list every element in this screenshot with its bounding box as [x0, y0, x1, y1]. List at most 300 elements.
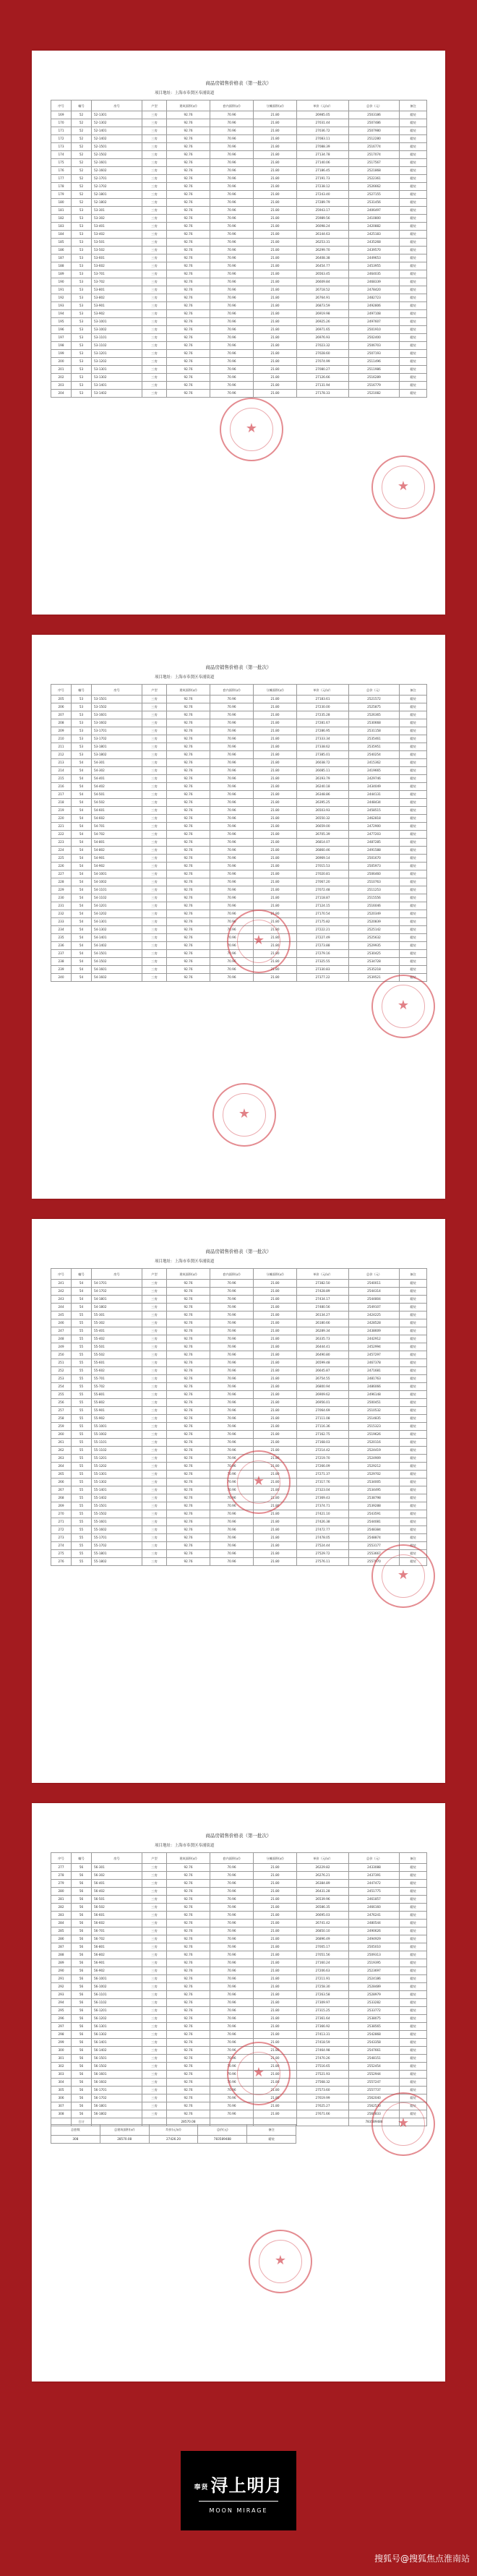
table-cell: 三房	[142, 1479, 167, 1486]
table-cell: 56-1202	[92, 2015, 142, 2023]
table-row	[51, 2047, 427, 2055]
table-row	[51, 855, 427, 863]
table-cell: 53	[72, 366, 92, 374]
table-cell: 21.80	[254, 111, 297, 119]
table-row	[51, 1319, 427, 1327]
table-cell: 200	[51, 358, 72, 366]
table-cell: 54	[72, 926, 92, 934]
table-cell: 精装	[400, 870, 427, 878]
table-row	[51, 783, 427, 791]
table-cell: 精装	[400, 1542, 427, 1550]
table-cell: 54-501	[92, 791, 142, 799]
table-cell: 三房	[142, 2007, 167, 2015]
table-cell: 精装	[400, 1407, 427, 1415]
table-cell: 55-402	[92, 1335, 142, 1343]
column-header: 幢号	[72, 100, 92, 111]
table-cell: 54	[72, 831, 92, 839]
summary-header: 总价(元)	[198, 2124, 247, 2135]
table-cell: 54	[72, 1304, 92, 1311]
table-cell: 92.76	[167, 918, 210, 926]
table-cell: 54	[72, 878, 92, 886]
table-cell: 53	[72, 326, 92, 334]
table-cell: 284	[51, 1920, 72, 1927]
table-cell: 2505010	[349, 1943, 400, 1951]
table-cell: 三房	[142, 791, 167, 799]
table-cell: 三房	[142, 1288, 167, 1296]
table-cell: 2458515	[349, 807, 400, 815]
project-address: 项目地址：上海市奉贤区奉浦街道	[155, 91, 215, 95]
table-cell: 2437391	[349, 1872, 400, 1880]
table-cell: 53-1502	[92, 703, 142, 711]
red-seal-stamp	[249, 2230, 312, 2293]
table-cell: 53-402	[92, 231, 142, 239]
table-cell: 21.80	[254, 2031, 297, 2039]
table-cell: 70.96	[210, 1888, 254, 1896]
table-cell: 2519626	[349, 1431, 400, 1439]
table-cell: 三房	[142, 207, 167, 215]
table-cell: 精装	[400, 775, 427, 783]
table-cell: 92.76	[167, 1359, 210, 1367]
table-cell: 三房	[142, 751, 167, 759]
table-cell: 92.76	[167, 1888, 210, 1896]
table-cell: 27134.78	[297, 151, 349, 159]
table-cell: 54-701	[92, 823, 142, 831]
column-header: 房号	[92, 1269, 142, 1280]
table-cell: 55-901	[92, 1407, 142, 1415]
table-cell: 27067.20	[297, 878, 349, 886]
table-cell: 27315.25	[297, 2007, 349, 2015]
table-cell: 26395.25	[297, 799, 349, 807]
table-cell: 227	[51, 870, 72, 878]
table-cell: 70.96	[210, 342, 254, 350]
table-cell: 177	[51, 175, 72, 183]
table-cell: 70.96	[210, 382, 254, 390]
table-cell: 92.76	[167, 239, 210, 247]
table-cell: 294	[51, 1999, 72, 2007]
table-cell: 70.96	[210, 2079, 254, 2087]
table-cell: 92.76	[167, 759, 210, 767]
table-cell: 56	[72, 2015, 92, 2023]
column-header: 总价（元）	[349, 1269, 400, 1280]
table-row	[51, 294, 427, 302]
table-cell: 21.80	[254, 143, 297, 151]
table-cell: 302	[51, 2063, 72, 2071]
table-cell: 三房	[142, 2039, 167, 2047]
table-cell: 255	[51, 1391, 72, 1399]
table-cell: 21.80	[254, 1920, 297, 1927]
table-cell: 56	[72, 1999, 92, 2007]
column-header: 总价（元）	[349, 685, 400, 696]
table-row	[51, 334, 427, 342]
table-cell: 精装	[400, 1558, 427, 1566]
column-header: 套内面积(㎡)	[210, 1269, 254, 1280]
table-cell: 2528979	[349, 1991, 400, 1999]
table-cell: 198	[51, 342, 72, 350]
table-row	[51, 1872, 427, 1880]
table-cell: 70.96	[210, 2094, 254, 2102]
price-sheet	[32, 1803, 445, 2382]
table-cell: 精装	[400, 855, 427, 863]
table-row	[51, 207, 427, 215]
table-cell: 精装	[400, 270, 427, 278]
table-cell: 92.76	[167, 262, 210, 270]
table-cell: 27281.67	[297, 719, 349, 727]
table-cell: 26348.86	[297, 791, 349, 799]
table-row	[51, 135, 427, 143]
table-cell: 231	[51, 902, 72, 910]
table-cell: 70.96	[210, 119, 254, 127]
table-cell: 精装	[400, 2039, 427, 2047]
table-cell: 2528489	[349, 1983, 400, 1991]
table-cell: 精装	[400, 294, 427, 302]
table-cell: 53-1201	[92, 350, 142, 358]
table-cell: 21.80	[254, 135, 297, 143]
table-cell: 2533772	[349, 2007, 400, 2015]
table-cell: 精装	[400, 1431, 427, 1439]
table-cell: 54-1502	[92, 958, 142, 966]
table-cell: 70.96	[210, 302, 254, 310]
table-cell: 283	[51, 1912, 72, 1920]
table-cell: 174	[51, 151, 72, 159]
table-cell: 277	[51, 1864, 72, 1872]
table-cell: 92.76	[167, 1280, 210, 1288]
table-cell: 21.80	[254, 254, 297, 262]
table-cell: 92.76	[167, 278, 210, 286]
table-cell: 55	[72, 1486, 92, 1494]
table-cell: 2549107	[349, 1304, 400, 1311]
table-cell: 21.80	[254, 1463, 297, 1471]
table-cell: 27116.36	[297, 1423, 349, 1431]
table-cell: 54-1202	[92, 910, 142, 918]
table-cell: 21.80	[254, 191, 297, 199]
table-cell: 26971.65	[297, 326, 349, 334]
table-cell: 25989.56	[297, 215, 349, 223]
table-row	[51, 1975, 427, 1983]
table-cell: 186	[51, 247, 72, 254]
table-cell: 27529.72	[297, 1550, 349, 1558]
table-cell: 21.80	[254, 215, 297, 223]
table-cell: 56-1602	[92, 2079, 142, 2087]
table-cell: 2480544	[349, 1920, 400, 1927]
table-cell: 25943.17	[297, 207, 349, 215]
table-cell: 2461857	[349, 1896, 400, 1904]
table-cell: 53	[72, 735, 92, 743]
table-cell: 92.76	[167, 286, 210, 294]
table-cell: 2497108	[349, 310, 400, 318]
table-cell: 54-801	[92, 839, 142, 847]
table-cell: 2501910	[349, 326, 400, 334]
column-header: 幢号	[72, 1853, 92, 1864]
table-cell: 21.80	[254, 855, 297, 863]
table-cell: 三房	[142, 767, 167, 775]
table-cell: 27418.59	[297, 2039, 349, 2047]
table-cell: 27279.16	[297, 950, 349, 958]
table-cell: 精装	[400, 1327, 427, 1335]
table-cell: 27671.66	[297, 2110, 349, 2118]
table-cell: 27020.81	[297, 870, 349, 878]
table-cell: 92.76	[167, 183, 210, 191]
table-cell: 56	[72, 2047, 92, 2055]
table-cell: 53	[72, 254, 92, 262]
table-cell: 92.76	[167, 1904, 210, 1912]
table-cell: 26240.18	[297, 783, 349, 791]
table-cell: 55-801	[92, 1391, 142, 1399]
table-cell: 70.96	[210, 886, 254, 894]
table-cell: 2506460	[349, 870, 400, 878]
table-cell: 三房	[142, 839, 167, 847]
table-cell: 92.76	[167, 1872, 210, 1880]
table-cell: 70.96	[210, 318, 254, 326]
table-row	[51, 735, 427, 743]
table-cell: 三房	[142, 278, 167, 286]
table-cell: 53	[72, 278, 92, 286]
table-cell: 精装	[400, 151, 427, 159]
table-cell: 92.76	[167, 839, 210, 847]
table-row	[51, 119, 427, 127]
table-row	[51, 262, 427, 270]
table-row	[51, 239, 427, 247]
table-cell: 70.96	[210, 958, 254, 966]
table-cell: 2557970	[349, 1558, 400, 1566]
logo-name: 浔上明月	[210, 2475, 283, 2496]
table-cell: 2523697	[349, 1967, 400, 1975]
table-cell: 三房	[142, 1280, 167, 1288]
table-cell: 三房	[142, 1943, 167, 1951]
table-cell: 精装	[400, 143, 427, 151]
table-cell: 21.80	[254, 1927, 297, 1935]
table-cell: 70.96	[210, 2015, 254, 2023]
table-cell: 27568.32	[297, 2079, 349, 2087]
table-cell: 92.76	[167, 191, 210, 199]
table-cell: 21.80	[254, 1280, 297, 1288]
table-cell: 275	[51, 1550, 72, 1558]
table-row	[51, 767, 427, 775]
table-cell: 27338.62	[297, 743, 349, 751]
column-header: 序号	[51, 1853, 72, 1864]
table-cell: 精装	[400, 847, 427, 855]
table-cell: 56-1502	[92, 2063, 142, 2071]
table-cell: 70.96	[210, 1304, 254, 1311]
logo-chinese	[181, 2471, 296, 2496]
table-cell: 92.76	[167, 1399, 210, 1407]
table-cell: 53-401	[92, 223, 142, 231]
table-cell: 56-902	[92, 1967, 142, 1975]
table-cell: 92.76	[167, 1502, 210, 1510]
table-cell: 70.96	[210, 751, 254, 759]
table-cell: 27206.63	[297, 1967, 349, 1975]
table-cell: 53-1302	[92, 374, 142, 382]
table-cell: 53-1102	[92, 342, 142, 350]
table-cell: 55-1101	[92, 1439, 142, 1447]
table-cell: 92.76	[167, 1967, 210, 1975]
table-cell: 21.80	[254, 1319, 297, 1327]
table-cell: 三房	[142, 358, 167, 366]
table-cell: 276	[51, 1558, 72, 1566]
table-cell: 70.96	[210, 1486, 254, 1494]
table-cell: 三房	[142, 215, 167, 223]
table-cell: 70.96	[210, 1502, 254, 1510]
column-header: 房号	[92, 100, 142, 111]
table-cell: 92.76	[167, 1367, 210, 1375]
table-cell: 56	[72, 1927, 92, 1935]
table-cell: 70.96	[210, 366, 254, 374]
table-cell: 54	[72, 918, 92, 926]
table-cell: 299	[51, 2039, 72, 2047]
table-cell: 21.80	[254, 878, 297, 886]
table-row	[51, 159, 427, 167]
table-cell: 92.76	[167, 1407, 210, 1415]
table-cell: 精装	[400, 2023, 427, 2031]
table-cell: 235	[51, 934, 72, 942]
table-cell: 精装	[400, 342, 427, 350]
table-cell: 53-601	[92, 254, 142, 262]
column-header: 序号	[51, 100, 72, 111]
table-cell: 21.80	[254, 2015, 297, 2023]
table-cell: 26563.45	[297, 270, 349, 278]
table-cell: 三房	[142, 926, 167, 934]
project-address: 项目地址：上海市奉贤区奉浦街道	[155, 1844, 215, 1848]
table-cell: 70.96	[210, 918, 254, 926]
summary-cell: 308	[51, 2135, 100, 2143]
table-cell: 27385.01	[297, 751, 349, 759]
table-cell: 三房	[142, 1959, 167, 1967]
table-cell: 195	[51, 318, 72, 326]
table-row	[51, 791, 427, 799]
table-cell: 54	[72, 1288, 92, 1296]
seal-star-icon: ★	[397, 998, 410, 1013]
table-cell: 56	[72, 2094, 92, 2102]
table-cell: 26134.27	[297, 1311, 349, 1319]
table-cell: 70.96	[210, 2071, 254, 2079]
table-cell: 27619.99	[297, 2094, 349, 2102]
table-cell: 293	[51, 1991, 72, 1999]
table-cell: 54-1102	[92, 894, 142, 902]
table-cell: 53	[72, 743, 92, 751]
table-cell: 2535218	[349, 966, 400, 974]
table-row	[51, 1415, 427, 1423]
table-cell: 精装	[400, 382, 427, 390]
table-cell: 304	[51, 2079, 72, 2087]
column-header: 套内面积(㎡)	[210, 100, 254, 111]
table-cell: 2531158	[349, 727, 400, 735]
table-cell: 92.76	[167, 886, 210, 894]
table-cell: 70.96	[210, 1431, 254, 1439]
table-cell: 21.80	[254, 1486, 297, 1494]
table-cell: 三房	[142, 111, 167, 119]
table-cell: 70.96	[210, 1904, 254, 1912]
table-cell: 243	[51, 1296, 72, 1304]
table-cell: 27111.08	[297, 1415, 349, 1423]
table-cell: 55	[72, 1391, 92, 1399]
table-cell: 精装	[400, 2015, 427, 2023]
table-cell: 52	[72, 143, 92, 151]
table-cell: 21.80	[254, 910, 297, 918]
table-cell: 26444.41	[297, 1343, 349, 1351]
table-cell: 21.80	[254, 1343, 297, 1351]
table-cell: 53	[72, 215, 92, 223]
table-cell: 92.76	[167, 2031, 210, 2039]
table-cell: 56	[72, 1935, 92, 1943]
table-cell: 精装	[400, 1399, 427, 1407]
column-header: 序号	[51, 685, 72, 696]
table-cell: 53-1801	[92, 743, 142, 751]
table-cell: 92.76	[167, 878, 210, 886]
table-cell: 70.96	[210, 727, 254, 735]
table-cell: 精装	[400, 1304, 427, 1311]
table-cell: 21.80	[254, 2071, 297, 2079]
table-cell: 三房	[142, 1920, 167, 1927]
table-cell: 精装	[400, 815, 427, 823]
table-cell: 70.96	[210, 1447, 254, 1455]
table-row	[51, 1439, 427, 1447]
table-cell: 92.76	[167, 1296, 210, 1304]
table-cell: 精装	[400, 302, 427, 310]
table-cell: 2548384	[349, 1526, 400, 1534]
table-cell: 21.80	[254, 390, 297, 398]
table-cell: 92.76	[167, 1550, 210, 1558]
table-cell: 189	[51, 270, 72, 278]
table-cell: 精装	[400, 1479, 427, 1486]
table-cell: 精装	[400, 863, 427, 870]
table-cell: 70.96	[210, 942, 254, 950]
table-cell: 2557737	[349, 2087, 400, 2094]
table-cell: 三房	[142, 1327, 167, 1335]
table-cell: 精装	[400, 310, 427, 318]
price-sheet	[32, 1219, 445, 1783]
table-cell: 70.96	[210, 1399, 254, 1407]
table-cell: 52-1402	[92, 135, 142, 143]
table-cell: 精装	[400, 1311, 427, 1319]
table-cell: 53-1501	[92, 696, 142, 703]
column-header: 单价（元/㎡）	[297, 1853, 349, 1864]
table-cell: 55	[72, 1439, 92, 1447]
table-cell: 92.76	[167, 1288, 210, 1296]
table-cell: 70.96	[210, 1311, 254, 1319]
table-cell: 169	[51, 111, 72, 119]
table-cell: 54	[72, 807, 92, 815]
table-cell: 211	[51, 743, 72, 751]
table-cell: 92.76	[167, 1943, 210, 1951]
column-header: 备注	[400, 1853, 427, 1864]
table-cell: 21.80	[254, 823, 297, 831]
table-cell: 21.80	[254, 175, 297, 183]
table-cell: 三房	[142, 966, 167, 974]
table-cell: 92.76	[167, 1935, 210, 1943]
table-cell: 70.96	[210, 1280, 254, 1288]
table-cell: 55	[72, 1471, 92, 1479]
table-cell: 54-1701	[92, 1280, 142, 1288]
table-cell: 21.80	[254, 767, 297, 775]
table-cell: 27516.65	[297, 2063, 349, 2071]
table-cell: 92.76	[167, 1471, 210, 1479]
table-cell: 三房	[142, 1518, 167, 1526]
table-cell: 92.76	[167, 1999, 210, 2007]
table-cell: 52-1702	[92, 183, 142, 191]
table-row	[51, 743, 427, 751]
table-row	[51, 350, 427, 358]
table-cell: 三房	[142, 2055, 167, 2063]
table-cell: 56	[72, 1983, 92, 1991]
table-cell: 21.80	[254, 839, 297, 847]
table-cell: 21.80	[254, 1550, 297, 1558]
table-cell: 92.76	[167, 2102, 210, 2110]
project-address: 项目地址：上海市奉贤区奉浦街道	[155, 1259, 215, 1264]
table-cell: 三房	[142, 294, 167, 302]
table-cell: 27428.89	[297, 1288, 349, 1296]
red-seal-stamp	[212, 1083, 276, 1147]
table-cell: 2535461	[349, 735, 400, 743]
table-cell: 92.76	[167, 910, 210, 918]
